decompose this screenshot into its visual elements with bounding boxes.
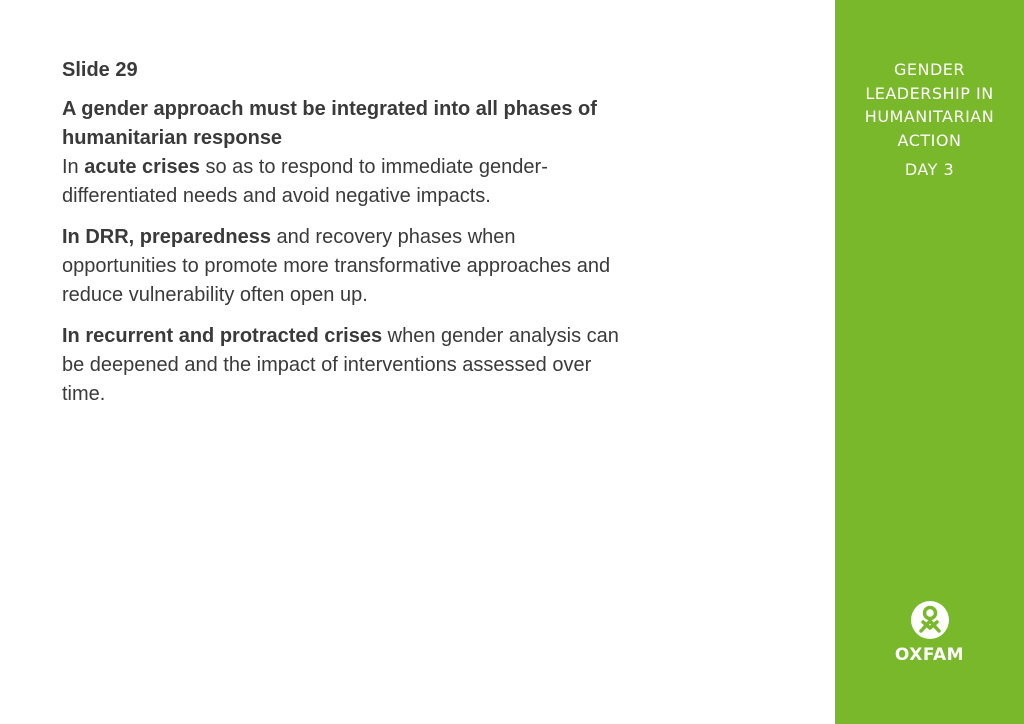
course-title-line: ACTION (897, 130, 962, 150)
course-title-line: LEADERSHIP IN (865, 83, 994, 103)
para-acute-prefix: In (62, 156, 85, 178)
heading-block (62, 95, 622, 211)
oxfam-logo-icon (910, 600, 950, 640)
paragraph-protracted (62, 322, 622, 409)
slide-content (62, 56, 622, 421)
oxfam-logo-text: OXFAM (894, 645, 965, 665)
course-title-line: HUMANITARIAN (864, 107, 995, 126)
para-drr-text: and recovery phases when opportunities to promote more transformative approaches and reduce vulnerability often open up. (62, 226, 611, 306)
slide-heading: A gender approach must be integrated into all phases of humanitarian response (62, 98, 597, 149)
para-drr-bold: In DRR, preparedness (62, 226, 271, 248)
para-acute-text: so as to respond to immediate gender-differentiated needs and avoid negative impacts. (62, 156, 548, 207)
course-title-line: GENDER (893, 60, 966, 79)
paragraph-drr (62, 223, 622, 310)
sidebar (835, 0, 1024, 724)
slide-number: Slide 29 (62, 59, 138, 81)
oxfam-logo (835, 600, 1024, 665)
course-title (835, 58, 1024, 152)
para-acute-bold: acute crises (84, 156, 200, 178)
para-protracted-text: when gender analysis can be deepened and the impact of interventions assessed over time. (62, 325, 619, 405)
para-protracted-bold: In recurrent and protracted crises (62, 325, 383, 347)
day-label: DAY 3 (904, 160, 955, 179)
